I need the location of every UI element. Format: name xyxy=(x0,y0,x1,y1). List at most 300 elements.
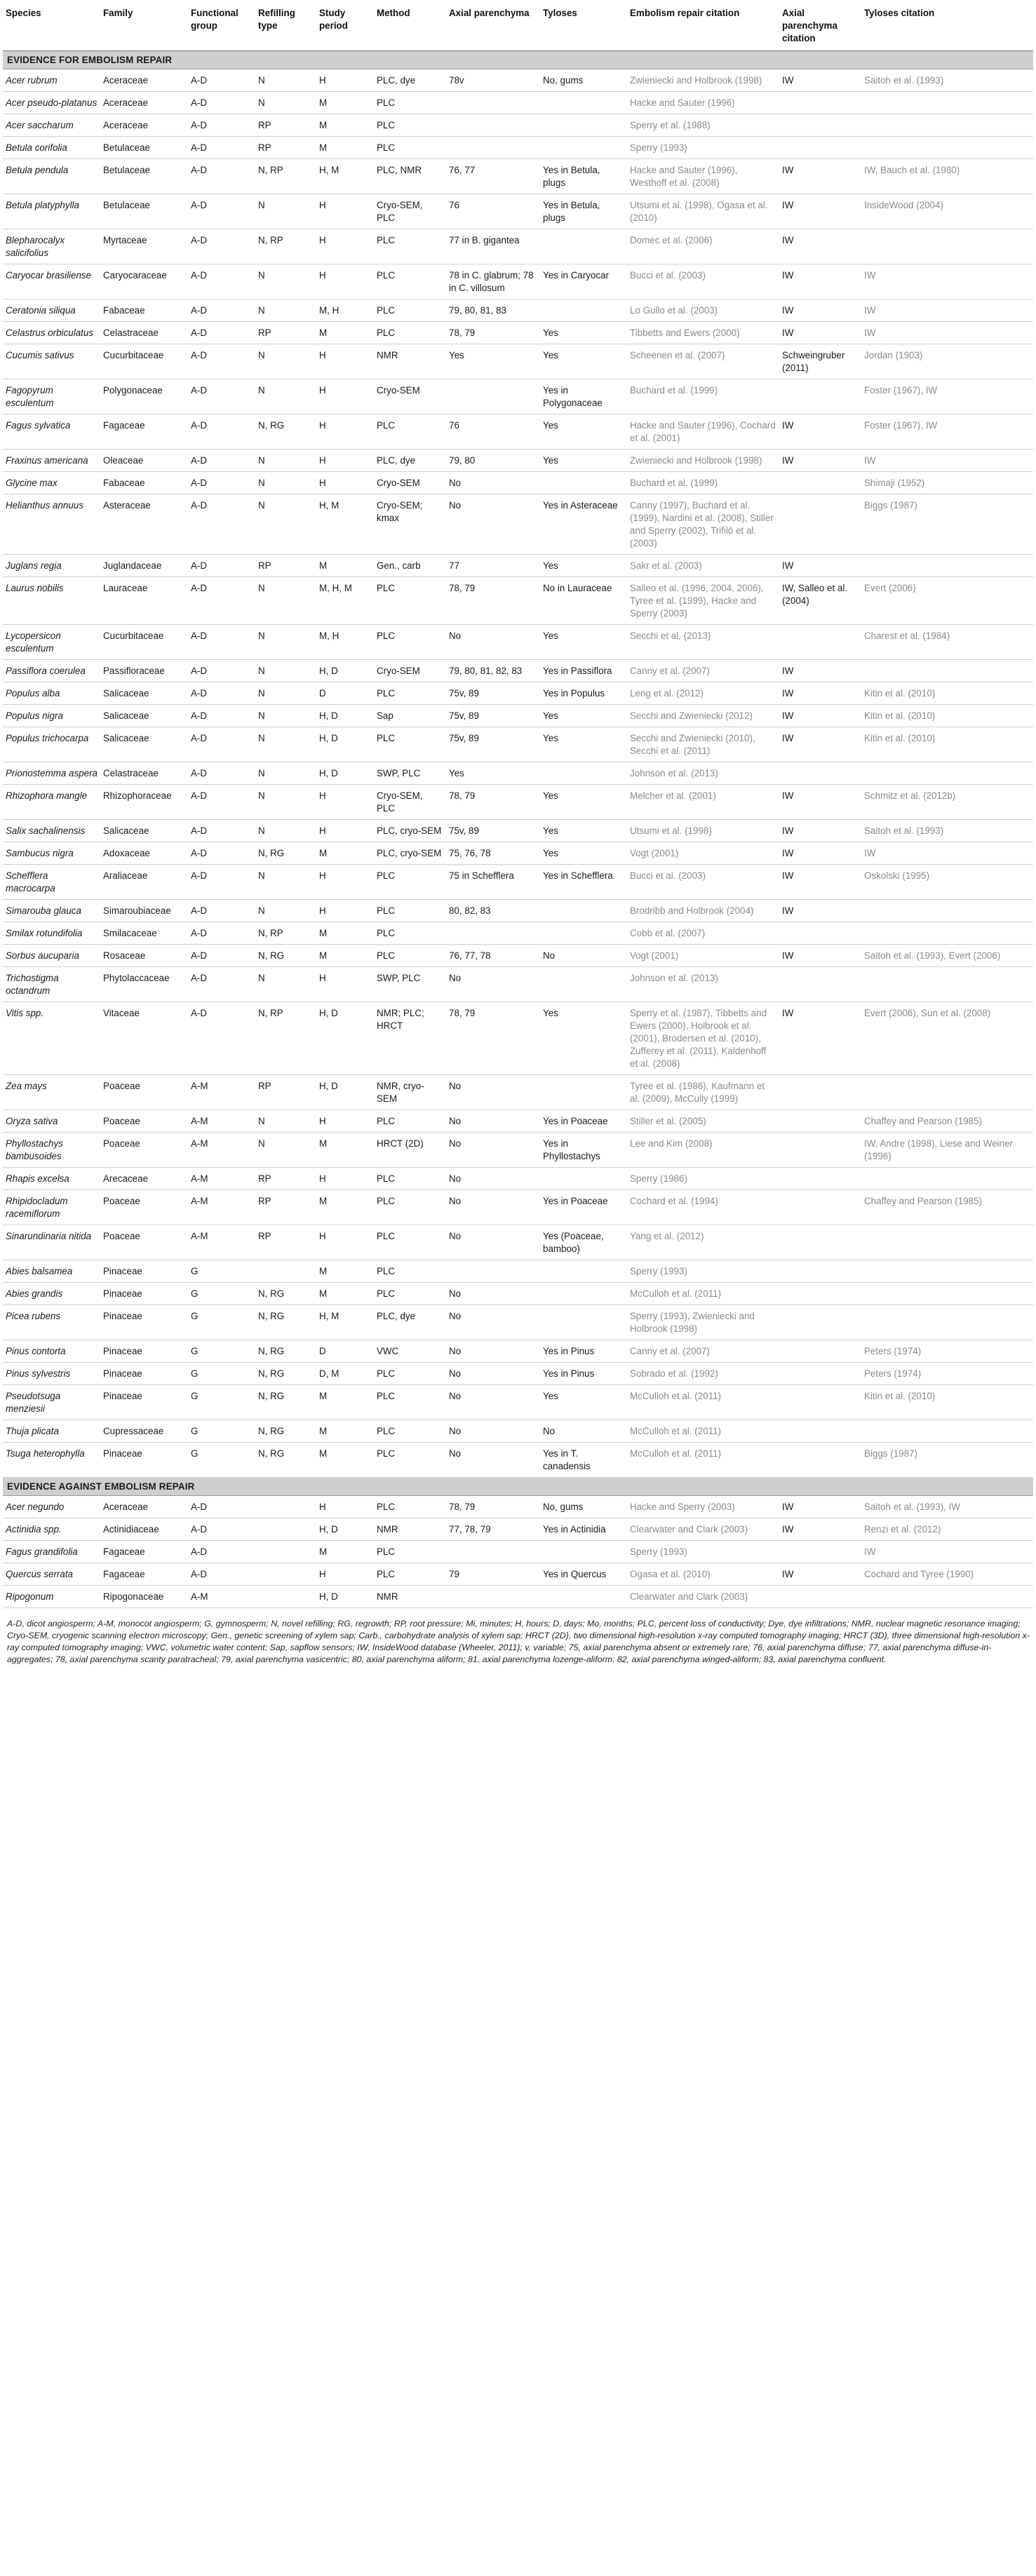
axial-parenchyma-cell: 79, 80, 81, 82, 83 xyxy=(446,660,540,682)
method-cell: PLC xyxy=(374,264,446,299)
axial-parenchyma-citation-cell: IW xyxy=(779,159,861,194)
species-cell: Oryza sativa xyxy=(3,1110,100,1133)
section-header-row xyxy=(3,51,1033,69)
axial-parenchyma-citation-cell: IW xyxy=(779,299,861,322)
tyloses-cell: Yes in Poaceae xyxy=(540,1190,627,1225)
table-row xyxy=(3,762,1033,785)
axial-parenchyma-citation-cell: IW xyxy=(779,264,861,299)
table-row xyxy=(3,1443,1033,1478)
tyloses-citation-cell: Foster (1967), IW xyxy=(861,414,1033,450)
study-period-cell: H xyxy=(316,69,374,92)
method-cell: Cryo-SEM; kmax xyxy=(374,494,446,555)
method-cell: PLC xyxy=(374,900,446,922)
tyloses-citation-cell xyxy=(861,762,1033,785)
study-period-cell: H xyxy=(316,1110,374,1133)
header-row xyxy=(3,4,1033,51)
tyloses-cell: Yes xyxy=(540,820,627,842)
axial-parenchyma-cell: 76, 77 xyxy=(446,159,540,194)
study-period-cell: H xyxy=(316,229,374,264)
study-period-cell: H, D xyxy=(316,1002,374,1075)
tyloses-cell: Yes in Actinidia xyxy=(540,1518,627,1541)
refilling-type-cell: N xyxy=(255,494,316,555)
axial-parenchyma-citation-cell xyxy=(779,1225,861,1260)
functional-group-cell: A-D xyxy=(188,842,255,865)
refilling-type-cell: N xyxy=(255,900,316,922)
tyloses-cell: Yes xyxy=(540,842,627,865)
axial-parenchyma-cell: No xyxy=(446,1190,540,1225)
tyloses-citation-cell: Foster (1967), IW xyxy=(861,379,1033,414)
axial-parenchyma-citation-cell xyxy=(779,1541,861,1563)
axial-parenchyma-citation-cell: IW xyxy=(779,945,861,967)
tyloses-citation-cell: Oskolski (1995) xyxy=(861,865,1033,900)
tyloses-citation-cell xyxy=(861,114,1033,137)
column-header: Tyloses xyxy=(540,4,627,51)
refilling-type-cell: N, RG xyxy=(255,1420,316,1443)
tyloses-citation-cell xyxy=(861,1283,1033,1305)
axial-parenchyma-cell: Yes xyxy=(446,762,540,785)
embolism-repair-citation-cell: Sperry (1986) xyxy=(627,1168,779,1190)
family-cell: Salicaceae xyxy=(100,705,188,727)
axial-parenchyma-cell xyxy=(446,137,540,159)
species-cell: Acer rubrum xyxy=(3,69,100,92)
tyloses-citation-cell: Kitin et al. (2010) xyxy=(861,1385,1033,1420)
family-cell: Juglandaceae xyxy=(100,555,188,577)
embolism-repair-citation-cell: Clearwater and Clark (2003) xyxy=(627,1518,779,1541)
embolism-repair-citation-cell: Buchard et al. (1999) xyxy=(627,379,779,414)
functional-group-cell: A-D xyxy=(188,472,255,494)
functional-group-cell: A-D xyxy=(188,705,255,727)
tyloses-citation-cell: Biggs (1987) xyxy=(861,494,1033,555)
study-period-cell: H, D xyxy=(316,660,374,682)
method-cell: PLC xyxy=(374,922,446,945)
axial-parenchyma-citation-cell xyxy=(779,1340,861,1363)
tyloses-citation-cell: Peters (1974) xyxy=(861,1340,1033,1363)
family-cell: Salicaceae xyxy=(100,727,188,762)
functional-group-cell: A-D xyxy=(188,322,255,344)
table-row xyxy=(3,1385,1033,1420)
table-row xyxy=(3,229,1033,264)
refilling-type-cell: N xyxy=(255,379,316,414)
embolism-repair-citation-cell: Domec et al. (2006) xyxy=(627,229,779,264)
species-cell: Betula platyphylla xyxy=(3,194,100,229)
family-cell: Passifloraceae xyxy=(100,660,188,682)
study-period-cell: H xyxy=(316,264,374,299)
study-period-cell: M xyxy=(316,1385,374,1420)
embolism-repair-citation-cell: Vogt (2001) xyxy=(627,842,779,865)
tyloses-citation-cell xyxy=(861,1420,1033,1443)
axial-parenchyma-citation-cell xyxy=(779,1385,861,1420)
refilling-type-cell: N xyxy=(255,785,316,820)
refilling-type-cell xyxy=(255,1260,316,1283)
family-cell: Pinaceae xyxy=(100,1305,188,1340)
tyloses-citation-cell: Saitoh et al. (1993) xyxy=(861,820,1033,842)
axial-parenchyma-cell: 76 xyxy=(446,194,540,229)
table-row xyxy=(3,1283,1033,1305)
functional-group-cell: A-D xyxy=(188,865,255,900)
family-cell: Poaceae xyxy=(100,1133,188,1168)
tyloses-cell: Yes in Schefflera xyxy=(540,865,627,900)
family-cell: Cucurbitaceae xyxy=(100,625,188,660)
method-cell: PLC xyxy=(374,1363,446,1385)
axial-parenchyma-cell xyxy=(446,1260,540,1283)
tyloses-citation-cell: IW xyxy=(861,299,1033,322)
tyloses-citation-cell xyxy=(861,92,1033,114)
study-period-cell: D, M xyxy=(316,1363,374,1385)
functional-group-cell: A-D xyxy=(188,922,255,945)
method-cell: PLC xyxy=(374,1225,446,1260)
family-cell: Phytolaccaceae xyxy=(100,967,188,1002)
tyloses-cell xyxy=(540,967,627,1002)
species-cell: Caryocar brasiliense xyxy=(3,264,100,299)
study-period-cell: M xyxy=(316,1443,374,1478)
method-cell: PLC xyxy=(374,414,446,450)
axial-parenchyma-citation-cell xyxy=(779,1363,861,1385)
species-cell: Betula corifolia xyxy=(3,137,100,159)
species-cell: Fagus sylvatica xyxy=(3,414,100,450)
method-cell: PLC xyxy=(374,1385,446,1420)
axial-parenchyma-citation-cell: IW xyxy=(779,555,861,577)
method-cell: VWC xyxy=(374,1340,446,1363)
study-period-cell: H, D xyxy=(316,1518,374,1541)
method-cell: PLC, NMR xyxy=(374,159,446,194)
refilling-type-cell: N, RG xyxy=(255,1443,316,1478)
tyloses-cell: Yes xyxy=(540,414,627,450)
table-row xyxy=(3,379,1033,414)
refilling-type-cell: N, RG xyxy=(255,1385,316,1420)
species-cell: Prionostemma aspera xyxy=(3,762,100,785)
axial-parenchyma-citation-cell: IW xyxy=(779,69,861,92)
tyloses-citation-cell: IW, Andre (1998), Liese and Weiner (1996) xyxy=(861,1133,1033,1168)
table-row xyxy=(3,1518,1033,1541)
method-cell: PLC xyxy=(374,322,446,344)
axial-parenchyma-citation-cell: IW xyxy=(779,194,861,229)
embolism-repair-citation-cell: Canny et al. (2007) xyxy=(627,660,779,682)
table-row xyxy=(3,945,1033,967)
table-row xyxy=(3,1075,1033,1110)
family-cell: Celastraceae xyxy=(100,762,188,785)
species-cell: Actinidia spp. xyxy=(3,1518,100,1541)
embolism-repair-citation-cell: Cobb et al. (2007) xyxy=(627,922,779,945)
table-row xyxy=(3,1002,1033,1075)
refilling-type-cell: N xyxy=(255,727,316,762)
study-period-cell: H xyxy=(316,1496,374,1518)
tyloses-cell: Yes xyxy=(540,555,627,577)
embolism-repair-citation-cell: McCulloh et al. (2011) xyxy=(627,1443,779,1478)
axial-parenchyma-cell: No xyxy=(446,1168,540,1190)
family-cell: Celastraceae xyxy=(100,322,188,344)
family-cell: Pinaceae xyxy=(100,1260,188,1283)
axial-parenchyma-cell: 78, 79 xyxy=(446,322,540,344)
refilling-type-cell: N xyxy=(255,299,316,322)
embolism-repair-citation-cell: Melcher et al. (2001) xyxy=(627,785,779,820)
tyloses-citation-cell: Evert (2006) xyxy=(861,577,1033,625)
table-row xyxy=(3,299,1033,322)
table-row xyxy=(3,264,1033,299)
study-period-cell: H xyxy=(316,785,374,820)
tyloses-citation-cell: Chaffey and Pearson (1985) xyxy=(861,1110,1033,1133)
study-period-cell: H xyxy=(316,472,374,494)
functional-group-cell: A-D xyxy=(188,967,255,1002)
tyloses-cell: Yes in Asteraceae xyxy=(540,494,627,555)
functional-group-cell: A-M xyxy=(188,1586,255,1608)
method-cell: NMR xyxy=(374,1586,446,1608)
family-cell: Cupressaceae xyxy=(100,1420,188,1443)
axial-parenchyma-citation-cell: IW xyxy=(779,842,861,865)
tyloses-cell xyxy=(540,472,627,494)
refilling-type-cell: RP xyxy=(255,114,316,137)
refilling-type-cell: N xyxy=(255,472,316,494)
table-row xyxy=(3,472,1033,494)
table-row xyxy=(3,1110,1033,1133)
study-period-cell: M xyxy=(316,842,374,865)
family-cell: Betulaceae xyxy=(100,194,188,229)
tyloses-citation-cell xyxy=(861,1586,1033,1608)
family-cell: Vitaceae xyxy=(100,1002,188,1075)
axial-parenchyma-cell: 79, 80, 81, 83 xyxy=(446,299,540,322)
table-row xyxy=(3,682,1033,705)
method-cell: PLC xyxy=(374,727,446,762)
method-cell: NMR xyxy=(374,1518,446,1541)
refilling-type-cell: N, RG xyxy=(255,1340,316,1363)
refilling-type-cell: N xyxy=(255,69,316,92)
refilling-type-cell xyxy=(255,1563,316,1586)
embolism-repair-citation-cell: Tyree et al. (1986), Kaufmann et al. (2009), McCully (1999) xyxy=(627,1075,779,1110)
embolism-repair-citation-cell: Bucci et al. (2003) xyxy=(627,865,779,900)
family-cell: Poaceae xyxy=(100,1110,188,1133)
species-cell: Ceratonia siliqua xyxy=(3,299,100,322)
embolism-repair-citation-cell: Secchi et al. (2013) xyxy=(627,625,779,660)
tyloses-citation-cell xyxy=(861,922,1033,945)
tyloses-cell: No in Lauraceae xyxy=(540,577,627,625)
study-period-cell: M xyxy=(316,322,374,344)
study-period-cell: H, D xyxy=(316,727,374,762)
tyloses-citation-cell: IW xyxy=(861,322,1033,344)
study-period-cell: H xyxy=(316,450,374,472)
axial-parenchyma-citation-cell xyxy=(779,92,861,114)
axial-parenchyma-citation-cell: Schweingruber (2011) xyxy=(779,344,861,379)
axial-parenchyma-cell: No xyxy=(446,1420,540,1443)
tyloses-cell: Yes (Poaceae, bamboo) xyxy=(540,1225,627,1260)
tyloses-citation-cell: IW xyxy=(861,450,1033,472)
tyloses-citation-cell xyxy=(861,660,1033,682)
family-cell: Fagaceae xyxy=(100,1563,188,1586)
tyloses-citation-cell: Cochard and Tyree (1990) xyxy=(861,1563,1033,1586)
study-period-cell: H, M xyxy=(316,1305,374,1340)
family-cell: Salicaceae xyxy=(100,682,188,705)
refilling-type-cell: RP xyxy=(255,555,316,577)
tyloses-cell: Yes xyxy=(540,785,627,820)
tyloses-cell: Yes in T. canadensis xyxy=(540,1443,627,1478)
table-row xyxy=(3,114,1033,137)
axial-parenchyma-citation-cell xyxy=(779,1443,861,1478)
refilling-type-cell: RP xyxy=(255,1190,316,1225)
tyloses-cell: Yes in Betula, plugs xyxy=(540,194,627,229)
refilling-type-cell: N xyxy=(255,625,316,660)
functional-group-cell: A-D xyxy=(188,555,255,577)
study-period-cell: M, H xyxy=(316,299,374,322)
table-body xyxy=(3,51,1033,1608)
family-cell: Fagaceae xyxy=(100,414,188,450)
method-cell: PLC xyxy=(374,1541,446,1563)
axial-parenchyma-citation-cell xyxy=(779,1110,861,1133)
refilling-type-cell: RP xyxy=(255,322,316,344)
axial-parenchyma-citation-cell xyxy=(779,1420,861,1443)
study-period-cell: H xyxy=(316,820,374,842)
embolism-repair-citation-cell: Sperry (1993), Zwieniecki and Holbrook (1998) xyxy=(627,1305,779,1340)
embolism-repair-table xyxy=(3,4,1033,1608)
tyloses-cell: Yes in Caryocar xyxy=(540,264,627,299)
refilling-type-cell: RP xyxy=(255,1075,316,1110)
tyloses-citation-cell xyxy=(861,137,1033,159)
embolism-repair-citation-cell: McCulloh et al. (2011) xyxy=(627,1283,779,1305)
axial-parenchyma-citation-cell xyxy=(779,762,861,785)
embolism-repair-citation-cell: Stiller et al. (2005) xyxy=(627,1110,779,1133)
family-cell: Pinaceae xyxy=(100,1363,188,1385)
refilling-type-cell: N xyxy=(255,762,316,785)
study-period-cell: H xyxy=(316,967,374,1002)
family-cell: Myrtaceae xyxy=(100,229,188,264)
family-cell: Aceraceae xyxy=(100,1496,188,1518)
study-period-cell: H, D xyxy=(316,762,374,785)
species-cell: Fagus grandifolia xyxy=(3,1541,100,1563)
refilling-type-cell: RP xyxy=(255,1168,316,1190)
refilling-type-cell: RP xyxy=(255,1225,316,1260)
tyloses-cell: Yes in Quercus xyxy=(540,1563,627,1586)
table-row xyxy=(3,69,1033,92)
species-cell: Acer negundo xyxy=(3,1496,100,1518)
refilling-type-cell: N, RG xyxy=(255,945,316,967)
species-cell: Celastrus orbiculatus xyxy=(3,322,100,344)
axial-parenchyma-cell: 78v xyxy=(446,69,540,92)
tyloses-citation-cell: InsideWood (2004) xyxy=(861,194,1033,229)
method-cell: SWP, PLC xyxy=(374,762,446,785)
family-cell: Cucurbitaceae xyxy=(100,344,188,379)
family-cell: Pinaceae xyxy=(100,1340,188,1363)
functional-group-cell: G xyxy=(188,1260,255,1283)
functional-group-cell: A-D xyxy=(188,945,255,967)
functional-group-cell: A-D xyxy=(188,229,255,264)
method-cell: PLC xyxy=(374,625,446,660)
refilling-type-cell: N xyxy=(255,967,316,1002)
embolism-repair-citation-cell: Sperry et al. (1988) xyxy=(627,114,779,137)
tyloses-cell xyxy=(540,1260,627,1283)
functional-group-cell: A-D xyxy=(188,682,255,705)
functional-group-cell: A-D xyxy=(188,344,255,379)
axial-parenchyma-citation-cell: IW xyxy=(779,1002,861,1075)
refilling-type-cell xyxy=(255,1541,316,1563)
family-cell: Aceraceae xyxy=(100,92,188,114)
method-cell: PLC xyxy=(374,682,446,705)
axial-parenchyma-cell: No xyxy=(446,472,540,494)
table-row xyxy=(3,450,1033,472)
axial-parenchyma-cell xyxy=(446,92,540,114)
method-cell: PLC xyxy=(374,92,446,114)
axial-parenchyma-citation-cell: IW xyxy=(779,865,861,900)
tyloses-cell: No, gums xyxy=(540,69,627,92)
study-period-cell: M xyxy=(316,922,374,945)
axial-parenchyma-cell: No xyxy=(446,494,540,555)
species-cell: Fagopyrum esculentum xyxy=(3,379,100,414)
study-period-cell: M xyxy=(316,1133,374,1168)
functional-group-cell: A-D xyxy=(188,194,255,229)
species-cell: Smilax rotundifolia xyxy=(3,922,100,945)
table-row xyxy=(3,1260,1033,1283)
study-period-cell: M xyxy=(316,945,374,967)
table-row xyxy=(3,1225,1033,1260)
family-cell: Rosaceae xyxy=(100,945,188,967)
axial-parenchyma-cell: No xyxy=(446,1385,540,1420)
species-cell: Vitis spp. xyxy=(3,1002,100,1075)
axial-parenchyma-citation-cell: IW, Salleo et al. (2004) xyxy=(779,577,861,625)
table-row xyxy=(3,820,1033,842)
embolism-repair-citation-cell: Johnson et al. (2013) xyxy=(627,762,779,785)
column-header: Refilling type xyxy=(255,4,316,51)
tyloses-cell: No xyxy=(540,945,627,967)
tyloses-cell: Yes in Populus xyxy=(540,682,627,705)
column-header: Tyloses citation xyxy=(861,4,1033,51)
embolism-repair-citation-cell: Scheenen et al. (2007) xyxy=(627,344,779,379)
table-row xyxy=(3,194,1033,229)
tyloses-cell xyxy=(540,900,627,922)
section-title: EVIDENCE AGAINST EMBOLISM REPAIR xyxy=(3,1478,1033,1496)
study-period-cell: H xyxy=(316,1225,374,1260)
method-cell: PLC xyxy=(374,137,446,159)
axial-parenchyma-citation-cell: IW xyxy=(779,727,861,762)
embolism-repair-citation-cell: Leng et al. (2012) xyxy=(627,682,779,705)
tyloses-citation-cell: Peters (1974) xyxy=(861,1363,1033,1385)
family-cell: Simaroubiaceae xyxy=(100,900,188,922)
axial-parenchyma-citation-cell: IW xyxy=(779,414,861,450)
axial-parenchyma-cell: 75, 76, 78 xyxy=(446,842,540,865)
embolism-repair-citation-cell: Hacke and Sauter (1996), Cochard et al. (2001) xyxy=(627,414,779,450)
tyloses-citation-cell: Saitoh et al. (1993) xyxy=(861,69,1033,92)
embolism-repair-citation-cell: Hacke and Sauter (1996), Westhoff et al. (2008) xyxy=(627,159,779,194)
tyloses-citation-cell: IW xyxy=(861,1541,1033,1563)
species-cell: Populus trichocarpa xyxy=(3,727,100,762)
species-cell: Schefflera macrocarpa xyxy=(3,865,100,900)
family-cell: Actinidiaceae xyxy=(100,1518,188,1541)
family-cell: Betulaceae xyxy=(100,159,188,194)
method-cell: PLC, dye xyxy=(374,450,446,472)
embolism-repair-citation-cell: Tibbetts and Ewers (2000) xyxy=(627,322,779,344)
column-header: Functional group xyxy=(188,4,255,51)
species-cell: Laurus nobilis xyxy=(3,577,100,625)
family-cell: Smilacaceae xyxy=(100,922,188,945)
axial-parenchyma-cell xyxy=(446,114,540,137)
method-cell: Cryo-SEM xyxy=(374,379,446,414)
axial-parenchyma-citation-cell xyxy=(779,494,861,555)
refilling-type-cell: N xyxy=(255,1133,316,1168)
table-header xyxy=(3,4,1033,51)
family-cell: Polygonaceae xyxy=(100,379,188,414)
axial-parenchyma-citation-cell: IW xyxy=(779,660,861,682)
method-cell: PLC xyxy=(374,1260,446,1283)
axial-parenchyma-cell: No xyxy=(446,1283,540,1305)
study-period-cell: M xyxy=(316,555,374,577)
method-cell: PLC xyxy=(374,577,446,625)
tyloses-citation-cell xyxy=(861,229,1033,264)
axial-parenchyma-cell: 75v, 89 xyxy=(446,727,540,762)
species-cell: Populus alba xyxy=(3,682,100,705)
tyloses-cell: Yes xyxy=(540,344,627,379)
refilling-type-cell: N xyxy=(255,682,316,705)
axial-parenchyma-cell: No xyxy=(446,1075,540,1110)
axial-parenchyma-citation-cell: IW xyxy=(779,229,861,264)
tyloses-cell xyxy=(540,762,627,785)
refilling-type-cell xyxy=(255,1586,316,1608)
functional-group-cell: G xyxy=(188,1363,255,1385)
table-row xyxy=(3,1586,1033,1608)
